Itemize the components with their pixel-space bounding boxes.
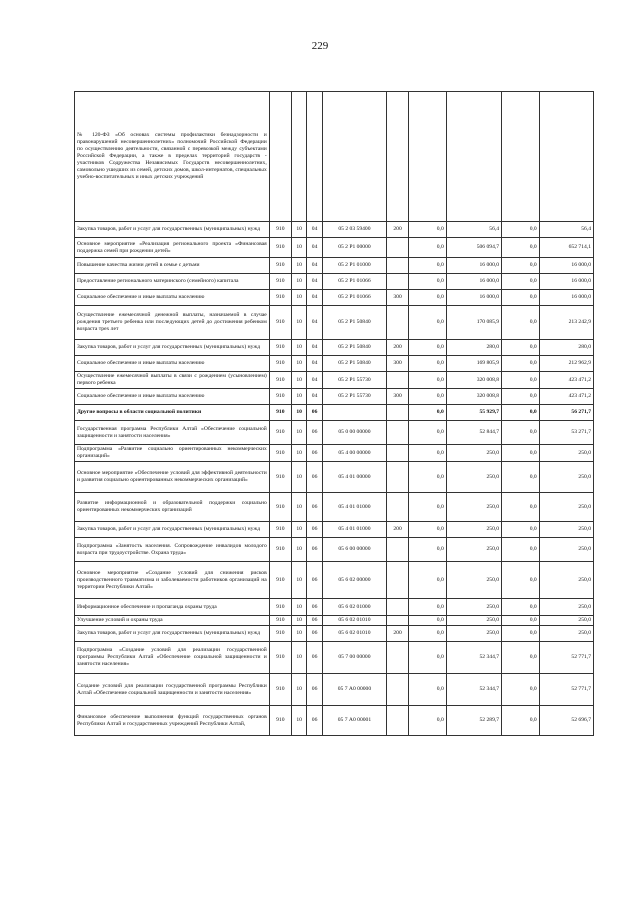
amount-col4: 280,0 xyxy=(539,340,593,356)
code-expense-type: 200 xyxy=(387,222,409,238)
amount-col1: 0,0 xyxy=(409,421,447,445)
code-grbs: 910 xyxy=(269,356,291,372)
item-name: Социальное обеспечение и иные выплаты населению xyxy=(75,356,270,372)
amount-col2: 16 000,0 xyxy=(446,258,501,274)
amount-col3: 0,0 xyxy=(502,674,540,706)
amount-col1 xyxy=(409,92,447,222)
code-subsection: 04 xyxy=(307,356,322,372)
code-target: 05 2 P1 55730 xyxy=(322,389,386,405)
code-subsection xyxy=(307,92,322,222)
code-section xyxy=(291,92,306,222)
amount-col1: 0,0 xyxy=(409,445,447,462)
amount-col4: 213 242,9 xyxy=(539,306,593,340)
code-section: 10 xyxy=(291,405,306,421)
amount-col1: 0,0 xyxy=(409,462,447,493)
amount-col4: 250,0 xyxy=(539,538,593,562)
code-expense-type xyxy=(387,674,409,706)
amount-col4: 16 000,0 xyxy=(539,258,593,274)
amount-col4: 16 000,0 xyxy=(539,290,593,306)
table-row xyxy=(75,706,594,736)
amount-col1: 0,0 xyxy=(409,222,447,238)
amount-col2: 320 008,8 xyxy=(446,372,501,389)
item-name: Информационное обеспечение и пропаганда охраны труда xyxy=(75,599,270,616)
item-name: Осуществление ежемесячной выплаты в связи с рождением (усыновлением) первого ребенка xyxy=(75,372,270,389)
item-name: Закупка товаров, работ и услуг для государственных (муниципальных) нужд xyxy=(75,340,270,356)
table-row xyxy=(75,222,594,238)
code-section: 10 xyxy=(291,626,306,642)
code-expense-type xyxy=(387,493,409,522)
item-name: Основное мероприятие «Создание условий для снижения рисков производственного травматизма и заболеваемости работников организаций на территории Республики Алтай» xyxy=(75,562,270,599)
item-name: Основное мероприятие «Обеспечение условий для эффективной деятельности и развития социально ориентированных некоммерческих организаций» xyxy=(75,462,270,493)
code-target: 05 2 P1 50840 xyxy=(322,356,386,372)
code-section: 10 xyxy=(291,706,306,736)
code-target: 05 4 01 01000 xyxy=(322,493,386,522)
amount-col4: 212 962,9 xyxy=(539,356,593,372)
code-subsection: 04 xyxy=(307,258,322,274)
table-row xyxy=(75,421,594,445)
amount-col4: 652 714,1 xyxy=(539,238,593,258)
amount-col3: 0,0 xyxy=(502,421,540,445)
table-row xyxy=(75,599,594,616)
code-subsection: 06 xyxy=(307,642,322,674)
code-grbs: 910 xyxy=(269,493,291,522)
code-expense-type: 200 xyxy=(387,626,409,642)
code-target: 05 0 00 00000 xyxy=(322,421,386,445)
amount-col1: 0,0 xyxy=(409,290,447,306)
code-expense-type xyxy=(387,616,409,626)
item-name: Социальное обеспечение и иные выплаты населению xyxy=(75,290,270,306)
amount-col3: 0,0 xyxy=(502,356,540,372)
code-expense-type xyxy=(387,306,409,340)
item-name: Закупка товаров, работ и услуг для государственных (муниципальных) нужд xyxy=(75,222,270,238)
code-expense-type: 200 xyxy=(387,340,409,356)
code-grbs: 910 xyxy=(269,522,291,538)
code-target: 05 2 P1 50840 xyxy=(322,306,386,340)
code-section: 10 xyxy=(291,389,306,405)
item-name: Закупка товаров, работ и услуг для государственных (муниципальных) нужд xyxy=(75,522,270,538)
amount-col1: 0,0 xyxy=(409,389,447,405)
code-grbs: 910 xyxy=(269,642,291,674)
code-grbs: 910 xyxy=(269,462,291,493)
amount-col4: 250,0 xyxy=(539,445,593,462)
amount-col4: 52 771,7 xyxy=(539,674,593,706)
amount-col3 xyxy=(502,92,540,222)
amount-col1: 0,0 xyxy=(409,706,447,736)
amount-col4: 52 696,7 xyxy=(539,706,593,736)
amount-col2: 16 000,0 xyxy=(446,274,501,290)
item-name: Финансовое обеспечение выполнения функций государственных органов Республики Алтай и государственных учреждений Республики Алтай, xyxy=(75,706,270,736)
amount-col3: 0,0 xyxy=(502,340,540,356)
amount-col2: 506 094,7 xyxy=(446,238,501,258)
amount-col3: 0,0 xyxy=(502,493,540,522)
amount-col2: 52 289,7 xyxy=(446,706,501,736)
code-target: 05 6 02 01010 xyxy=(322,626,386,642)
code-grbs: 910 xyxy=(269,306,291,340)
table-row xyxy=(75,674,594,706)
code-target xyxy=(322,92,386,222)
code-grbs: 910 xyxy=(269,445,291,462)
code-section: 10 xyxy=(291,258,306,274)
table-row xyxy=(75,306,594,340)
amount-col1: 0,0 xyxy=(409,642,447,674)
amount-col2: 55 929,7 xyxy=(446,405,501,421)
code-section: 10 xyxy=(291,462,306,493)
code-grbs: 910 xyxy=(269,222,291,238)
item-name: № 120-ФЗ «Об основах системы профилактики безнадзорности и правонарушений несовершеннолетних» полномочий Российской Федерации по осуществлению деятельности, связанной с перевозкой между субъектами Российской Федерации, а также в пределах территорий государств - участников Содружества Независимых Государств несовершеннолетних, самовольно ушедших из семей, детских домов, школ-интернатов, специальных учебно-воспитательных и иных детских учреждений xyxy=(75,92,270,222)
code-expense-type xyxy=(387,405,409,421)
code-expense-type xyxy=(387,372,409,389)
code-section: 10 xyxy=(291,445,306,462)
code-grbs: 910 xyxy=(269,421,291,445)
code-subsection: 04 xyxy=(307,238,322,258)
amount-col4: 423 471,2 xyxy=(539,372,593,389)
code-expense-type xyxy=(387,92,409,222)
code-subsection: 04 xyxy=(307,290,322,306)
table-row xyxy=(75,462,594,493)
code-grbs: 910 xyxy=(269,372,291,389)
code-section: 10 xyxy=(291,238,306,258)
code-grbs: 910 xyxy=(269,389,291,405)
code-target: 05 2 P1 00000 xyxy=(322,238,386,258)
code-expense-type: 300 xyxy=(387,290,409,306)
code-subsection: 06 xyxy=(307,674,322,706)
amount-col1: 0,0 xyxy=(409,238,447,258)
code-subsection: 06 xyxy=(307,445,322,462)
amount-col1: 0,0 xyxy=(409,599,447,616)
amount-col3: 0,0 xyxy=(502,538,540,562)
amount-col3: 0,0 xyxy=(502,706,540,736)
code-target: 05 2 P1 01000 xyxy=(322,258,386,274)
amount-col3: 0,0 xyxy=(502,306,540,340)
item-name: Подпрограмма «Создание условий для реализации государственной программы Республики Алтай «Обеспечение социальной защищенности и занятости населения» xyxy=(75,642,270,674)
amount-col1: 0,0 xyxy=(409,538,447,562)
code-grbs: 910 xyxy=(269,274,291,290)
amount-col4: 250,0 xyxy=(539,522,593,538)
code-target: 05 7 А0 00001 xyxy=(322,706,386,736)
item-name: Создание условий для реализации государственной программы Республики Алтай «Обеспечение социальной защищенности и занятости населения» xyxy=(75,674,270,706)
item-name: Подпрограмма «Занятость населения. Сопровождение инвалидов молодого возраста при трудоустройстве. Охрана труда» xyxy=(75,538,270,562)
table-row xyxy=(75,274,594,290)
amount-col4: 250,0 xyxy=(539,599,593,616)
item-name: Развитие информационной и образовательной поддержки социально ориентированных некоммерческих организаций xyxy=(75,493,270,522)
amount-col1: 0,0 xyxy=(409,274,447,290)
code-target: 05 2 P1 55730 xyxy=(322,372,386,389)
code-subsection: 06 xyxy=(307,616,322,626)
code-grbs: 910 xyxy=(269,405,291,421)
amount-col4: 423 471,2 xyxy=(539,389,593,405)
code-target: 05 2 P1 01066 xyxy=(322,290,386,306)
code-subsection: 04 xyxy=(307,372,322,389)
item-name: Повышение качества жизни детей в семье с детьми xyxy=(75,258,270,274)
item-name: Улучшение условий и охраны труда xyxy=(75,616,270,626)
code-section: 10 xyxy=(291,222,306,238)
amount-col4 xyxy=(539,92,593,222)
code-subsection: 04 xyxy=(307,389,322,405)
amount-col2: 250,0 xyxy=(446,616,501,626)
item-name: Предоставление регионального материнского (семейного) капитала xyxy=(75,274,270,290)
amount-col1: 0,0 xyxy=(409,674,447,706)
code-target: 05 4 01 00000 xyxy=(322,462,386,493)
code-section: 10 xyxy=(291,356,306,372)
code-section: 10 xyxy=(291,562,306,599)
code-subsection: 06 xyxy=(307,706,322,736)
amount-col3: 0,0 xyxy=(502,290,540,306)
amount-col2: 56,4 xyxy=(446,222,501,238)
code-expense-type xyxy=(387,706,409,736)
amount-col3: 0,0 xyxy=(502,372,540,389)
code-target: 05 6 02 01010 xyxy=(322,616,386,626)
amount-col3: 0,0 xyxy=(502,238,540,258)
code-target: 05 7 А0 00000 xyxy=(322,674,386,706)
amount-col2: 250,0 xyxy=(446,445,501,462)
code-section: 10 xyxy=(291,421,306,445)
amount-col4: 250,0 xyxy=(539,462,593,493)
amount-col2: 250,0 xyxy=(446,462,501,493)
amount-col2: 52 344,7 xyxy=(446,674,501,706)
code-subsection: 06 xyxy=(307,599,322,616)
code-grbs: 910 xyxy=(269,616,291,626)
code-expense-type xyxy=(387,562,409,599)
table-row xyxy=(75,562,594,599)
table-body xyxy=(75,92,594,736)
item-name: Государственная программа Республики Алтай «Обеспечение социальной защищенности и занятости населения» xyxy=(75,421,270,445)
code-grbs xyxy=(269,92,291,222)
code-section: 10 xyxy=(291,290,306,306)
code-grbs: 910 xyxy=(269,599,291,616)
code-section: 10 xyxy=(291,616,306,626)
amount-col2: 250,0 xyxy=(446,562,501,599)
table-row xyxy=(75,493,594,522)
code-expense-type xyxy=(387,538,409,562)
code-target: 05 6 00 00000 xyxy=(322,538,386,562)
amount-col1: 0,0 xyxy=(409,493,447,522)
item-name: Социальное обеспечение и иные выплаты населению xyxy=(75,389,270,405)
amount-col4: 16 000,0 xyxy=(539,274,593,290)
table-row xyxy=(75,290,594,306)
code-expense-type xyxy=(387,258,409,274)
code-section: 10 xyxy=(291,538,306,562)
amount-col1: 0,0 xyxy=(409,306,447,340)
amount-col4: 52 771,7 xyxy=(539,642,593,674)
amount-col1: 0,0 xyxy=(409,340,447,356)
amount-col2: 250,0 xyxy=(446,493,501,522)
code-section: 10 xyxy=(291,493,306,522)
amount-col3: 0,0 xyxy=(502,389,540,405)
amount-col2: 250,0 xyxy=(446,599,501,616)
code-target xyxy=(322,405,386,421)
amount-col4: 53 271,7 xyxy=(539,421,593,445)
code-grbs: 910 xyxy=(269,290,291,306)
code-subsection: 06 xyxy=(307,405,322,421)
table-row xyxy=(75,356,594,372)
amount-col1: 0,0 xyxy=(409,616,447,626)
code-subsection: 06 xyxy=(307,538,322,562)
code-expense-type xyxy=(387,599,409,616)
item-name: Другие вопросы в области социальной политики xyxy=(75,405,270,421)
amount-col3: 0,0 xyxy=(502,616,540,626)
table-row xyxy=(75,372,594,389)
table-row xyxy=(75,405,594,421)
table-row xyxy=(75,616,594,626)
amount-col1: 0,0 xyxy=(409,356,447,372)
amount-col2 xyxy=(446,92,501,222)
code-section: 10 xyxy=(291,522,306,538)
amount-col4: 250,0 xyxy=(539,626,593,642)
amount-col2: 170 085,9 xyxy=(446,306,501,340)
amount-col3: 0,0 xyxy=(502,522,540,538)
amount-col4: 56 271,7 xyxy=(539,405,593,421)
code-subsection: 06 xyxy=(307,462,322,493)
code-target: 05 2 P1 50840 xyxy=(322,340,386,356)
code-subsection: 04 xyxy=(307,306,322,340)
code-target: 05 6 02 01000 xyxy=(322,599,386,616)
code-target: 05 2 03 59400 xyxy=(322,222,386,238)
code-section: 10 xyxy=(291,274,306,290)
amount-col3: 0,0 xyxy=(502,222,540,238)
item-name: Осуществление ежемесячной денежной выплаты, назначаемой в случае рождения третьего ребенка или последующих детей до достижения ребенком возраста трех лет xyxy=(75,306,270,340)
code-subsection: 04 xyxy=(307,222,322,238)
item-name: Закупка товаров, работ и услуг для государственных (муниципальных) нужд xyxy=(75,626,270,642)
code-grbs: 910 xyxy=(269,538,291,562)
amount-col1: 0,0 xyxy=(409,372,447,389)
table-row xyxy=(75,258,594,274)
amount-col2: 280,0 xyxy=(446,340,501,356)
table-row xyxy=(75,445,594,462)
code-expense-type xyxy=(387,642,409,674)
code-expense-type xyxy=(387,462,409,493)
code-subsection: 06 xyxy=(307,421,322,445)
amount-col3: 0,0 xyxy=(502,626,540,642)
amount-col3: 0,0 xyxy=(502,258,540,274)
table-row xyxy=(75,626,594,642)
code-target: 05 4 01 01000 xyxy=(322,522,386,538)
table-row xyxy=(75,538,594,562)
amount-col1: 0,0 xyxy=(409,405,447,421)
code-grbs: 910 xyxy=(269,706,291,736)
code-expense-type xyxy=(387,421,409,445)
code-subsection: 06 xyxy=(307,522,322,538)
amount-col4: 250,0 xyxy=(539,493,593,522)
amount-col2: 16 000,0 xyxy=(446,290,501,306)
amount-col3: 0,0 xyxy=(502,274,540,290)
code-section: 10 xyxy=(291,306,306,340)
code-expense-type: 200 xyxy=(387,522,409,538)
amount-col2: 250,0 xyxy=(446,626,501,642)
budget-table xyxy=(74,91,594,736)
amount-col3: 0,0 xyxy=(502,642,540,674)
table-row xyxy=(75,340,594,356)
code-grbs: 910 xyxy=(269,674,291,706)
code-subsection: 06 xyxy=(307,562,322,599)
table-row xyxy=(75,642,594,674)
code-expense-type xyxy=(387,445,409,462)
code-target: 05 7 00 00000 xyxy=(322,642,386,674)
table-row xyxy=(75,522,594,538)
amount-col1: 0,0 xyxy=(409,522,447,538)
amount-col4: 250,0 xyxy=(539,616,593,626)
item-name: Подпрограмма «Развитие социально ориентированных некоммерческих организаций» xyxy=(75,445,270,462)
code-section: 10 xyxy=(291,642,306,674)
amount-col4: 56,4 xyxy=(539,222,593,238)
code-expense-type: 300 xyxy=(387,389,409,405)
code-grbs: 910 xyxy=(269,340,291,356)
amount-col1: 0,0 xyxy=(409,258,447,274)
code-target: 05 4 00 00000 xyxy=(322,445,386,462)
code-subsection: 06 xyxy=(307,493,322,522)
code-expense-type xyxy=(387,238,409,258)
amount-col3: 0,0 xyxy=(502,445,540,462)
code-section: 10 xyxy=(291,372,306,389)
code-target: 05 6 02 00000 xyxy=(322,562,386,599)
amount-col2: 250,0 xyxy=(446,538,501,562)
code-subsection: 06 xyxy=(307,626,322,642)
table-row xyxy=(75,92,594,222)
code-grbs: 910 xyxy=(269,238,291,258)
amount-col2: 320 008,8 xyxy=(446,389,501,405)
code-grbs: 910 xyxy=(269,626,291,642)
amount-col1: 0,0 xyxy=(409,562,447,599)
amount-col1: 0,0 xyxy=(409,626,447,642)
amount-col4: 250,0 xyxy=(539,562,593,599)
amount-col3: 0,0 xyxy=(502,405,540,421)
table-row xyxy=(75,389,594,405)
table-row xyxy=(75,238,594,258)
amount-col2: 52 844,7 xyxy=(446,421,501,445)
code-grbs: 910 xyxy=(269,562,291,599)
code-expense-type xyxy=(387,274,409,290)
code-target: 05 2 P1 01066 xyxy=(322,274,386,290)
page-number: 229 xyxy=(311,40,329,52)
amount-col3: 0,0 xyxy=(502,562,540,599)
code-expense-type: 300 xyxy=(387,356,409,372)
code-section: 10 xyxy=(291,599,306,616)
code-subsection: 04 xyxy=(307,274,322,290)
code-grbs: 910 xyxy=(269,258,291,274)
code-section: 10 xyxy=(291,674,306,706)
code-subsection: 04 xyxy=(307,340,322,356)
code-section: 10 xyxy=(291,340,306,356)
amount-col3: 0,0 xyxy=(502,599,540,616)
item-name: Основное мероприятие «Реализация регионального проекта «Финансовая поддержка семей при рождении детей» xyxy=(75,238,270,258)
amount-col2: 169 805,9 xyxy=(446,356,501,372)
amount-col2: 52 344,7 xyxy=(446,642,501,674)
amount-col3: 0,0 xyxy=(502,462,540,493)
amount-col2: 250,0 xyxy=(446,522,501,538)
